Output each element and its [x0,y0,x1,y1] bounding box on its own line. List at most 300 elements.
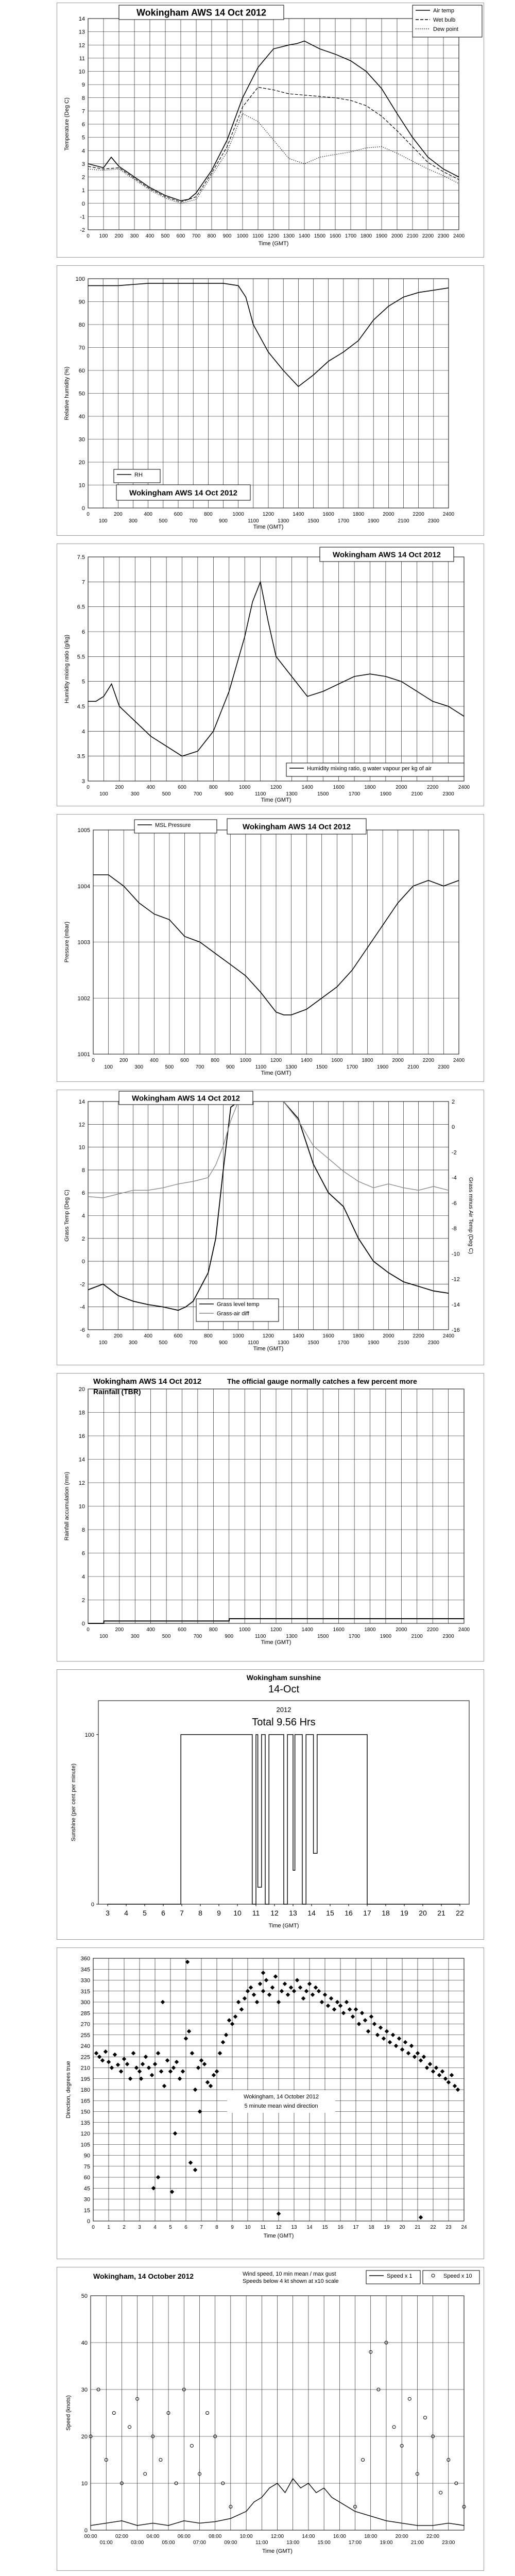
y-tick-label: 20 [81,2434,88,2440]
x-tick-label: 1200 [262,1333,274,1339]
wind-direction-point [456,2088,460,2092]
x-tick-label: 1600 [331,1058,343,1063]
y-tick-label: 225 [80,2054,90,2061]
x-tick-label: 1200 [270,1627,282,1633]
wind-direction-point [162,2084,166,2088]
y-tick-label: 240 [80,2043,90,2049]
wind-direction-point [221,2040,225,2044]
wind-direction-point [107,2060,111,2064]
wind-direction-point [246,1989,250,1993]
x-tick-label: 300 [134,1064,144,1070]
x-tick-label: 1800 [364,785,376,790]
y-tick-label: 120 [80,2131,90,2137]
wind-direction-point [363,2018,367,2022]
wind-direction-point [255,2000,259,2004]
x-tick-label: 13:00 [286,2540,300,2546]
y2-tick-label: -12 [452,1276,460,1283]
x-tick-label: 09:00 [224,2540,237,2546]
wind-direction-point [317,1989,321,1993]
x-tick-label: 00:00 [84,2534,97,2539]
x-tick-label: 1300 [286,791,298,797]
chart-note: The official gauge normally catches a few percent more [227,1377,417,1385]
wind-direction-point [153,2062,157,2066]
x-tick-label: 01:00 [99,2540,113,2546]
sunshine-chart [57,1670,484,1939]
x-tick-label: 19 [384,2225,390,2230]
x-tick-label: 700 [193,1634,202,1639]
rainfall-chart-panel [57,1373,484,1662]
x-tick-label: 100 [98,1340,108,1346]
y-tick-label: 14 [78,1456,85,1463]
x-tick-label: 300 [130,791,140,797]
y-tick-label: 2 [81,1597,85,1604]
y-tick-label: 210 [80,2065,90,2072]
wind-direction-point [431,2069,435,2073]
x-tick-label: 900 [226,1064,235,1070]
legend-entry: MSL Pressure [155,822,191,828]
x-tick-label: 1300 [283,233,295,239]
y-axis-label: Sunshine (per cent per minute) [71,1763,77,1842]
grass-temp-chart [57,1090,484,1365]
y-tick-label: 6 [81,1550,85,1557]
speed-x10-point [408,2397,411,2400]
x-tick-label: 2200 [413,1333,424,1339]
temperature-chart [57,3,484,257]
y-tick-label: 135 [80,2120,90,2126]
x-tick-label: 400 [144,1333,153,1339]
y-tick-label: 20 [78,460,85,466]
wind-direction-point [311,1993,315,1997]
y-tick-label: 0 [81,505,85,512]
wind-direction-point [199,2058,203,2062]
y-tick-label: 80 [78,322,85,328]
x-tick-label: 1800 [364,1627,376,1633]
x-tick-label: 400 [145,233,154,239]
chart-subtitle-1: Wind speed, 10 min mean / max gust [243,2271,336,2277]
x-tick-label: 2000 [392,1058,404,1063]
x-axis-label: Time (GMT) [253,1346,284,1352]
wind-direction-point [406,2051,410,2055]
wind-direction-point [286,1993,290,1997]
x-tick-label: 0 [87,1333,90,1339]
x-tick-label: 2200 [422,233,434,239]
wind-speed-chart [57,2267,484,2570]
x-tick-label: 900 [219,1340,228,1346]
x-tick-label: 600 [178,785,186,790]
y-tick-label: 10 [78,1144,85,1151]
y2-tick-label: -14 [452,1301,460,1308]
chart-total: Total 9.56 Hrs [252,1717,316,1728]
x-tick-label: 22 [456,1909,464,1917]
x-tick-label: 9 [231,2225,234,2230]
y-tick-label: -1 [80,214,85,221]
y-axis-label: Humidity mixing ratio (g/kg) [64,634,70,704]
x-tick-label: 12 [276,2225,282,2230]
x-tick-label: 1000 [236,233,249,239]
x-tick-label: 17:00 [349,2540,362,2546]
x-tick-label: 100 [99,1634,108,1639]
y-tick-label: 255 [80,2032,90,2039]
sunshine-chart-panel [57,1669,484,1940]
x-axis-label: Time (GMT) [262,2548,293,2554]
x-tick-label: 2400 [453,233,465,239]
wind-direction-point [193,2088,197,2092]
x-tick-label: 1700 [337,1340,349,1346]
wind-direction-point [409,2044,414,2048]
speed-x10-point [392,2426,396,2429]
y2-axis-label: Grass minus Air Temp (Deg C) [468,1177,474,1254]
x-tick-label: 1900 [380,791,392,797]
y2-tick-label: -2 [452,1149,457,1156]
legend-entry: Wet bulb [433,17,456,23]
x-tick-label: 0 [87,512,90,517]
wind-direction-point [156,2175,160,2179]
wind-direction-point [447,2080,451,2084]
x-tick-label: 3 [138,2225,141,2230]
x-axis-label: Time (GMT) [263,2233,294,2239]
x-tick-label: 800 [203,512,213,517]
y-tick-label: 330 [80,1977,90,1984]
x-tick-label: 1000 [232,512,244,517]
x-tick-label: 08:00 [209,2534,222,2539]
y-axis-label: Speed (knots) [65,2395,72,2431]
x-tick-label: 21:00 [410,2540,424,2546]
wind-direction-point [131,2051,135,2055]
wind-direction-point [338,2004,342,2008]
legend-entry: Grass-air diff [217,1311,249,1317]
x-tick-label: 1200 [270,1058,282,1063]
y-tick-label: 0 [81,200,85,207]
x-tick-label: 7 [200,2225,203,2230]
x-tick-label: 1500 [307,1340,319,1346]
x-tick-label: 12 [270,1909,279,1917]
legend-entry: Dew point [433,26,458,32]
y-tick-label: 3 [81,778,85,785]
y-tick-label: 45 [83,2185,90,2192]
x-tick-label: 1400 [298,233,311,239]
y-tick-label: 3.5 [77,753,85,760]
y2-tick-label: -8 [452,1226,457,1232]
x-tick-label: 400 [149,1058,159,1063]
x-tick-label: 19:00 [380,2540,393,2546]
x-tick-label: 1400 [301,785,313,790]
y-tick-label: 2 [81,1235,85,1242]
wind-direction-chart-panel [57,1947,484,2259]
wind-direction-point [434,2065,438,2070]
x-tick-label: 07:00 [193,2540,206,2546]
x-tick-label: 2200 [422,1058,434,1063]
y-axis-label: Relative humidity (%) [64,366,70,420]
x-tick-label: 1500 [317,791,329,797]
wind-direction-point [277,2212,281,2216]
y-tick-label: 5 [81,679,85,685]
y-tick-label: 4 [81,148,85,155]
chart-title: Wokingham AWS 14 Oct 2012 [136,7,267,18]
wind-direction-point [323,1993,327,1997]
chart-subtitle-2: Speeds below 4 kt shown at x10 scale [243,2278,339,2284]
x-tick-label: 1300 [286,1634,298,1639]
x-tick-label: 1700 [348,791,360,797]
wind-direction-point [264,1978,268,1982]
y-tick-label: 4 [81,1574,85,1580]
wind-direction-point [113,2053,117,2057]
x-tick-label: 1800 [362,1058,373,1063]
x-tick-label: 0 [87,1627,90,1633]
wind-direction-point [178,2077,182,2081]
y-tick-label: 360 [80,1956,90,1962]
x-axis-label: Time (GMT) [261,797,291,803]
x-tick-label: 10 [245,2225,251,2230]
chart-annotation-subtitle: 5 minute mean wind direction [244,2103,318,2109]
wind-direction-point [249,1985,253,1989]
wind-direction-point [168,2069,173,2073]
wind-direction-point [283,1981,287,1986]
wind-direction-point [175,2060,179,2064]
x-tick-label: 1200 [270,785,282,790]
wind-direction-point [243,1996,247,2001]
x-tick-label: 200 [115,785,124,790]
x-tick-label: 8 [198,1909,202,1917]
x-tick-label: 20 [419,1909,427,1917]
y-tick-label: 8 [81,1167,85,1174]
x-tick-label: 16 [337,2225,344,2230]
y-tick-label: 14 [78,16,85,22]
y-tick-label: 30 [83,2196,90,2203]
x-tick-label: 11:00 [255,2540,268,2546]
x-tick-label: 11 [252,1909,260,1917]
x-tick-label: 800 [209,1627,218,1633]
x-tick-label: 1000 [239,1058,251,1063]
y-tick-label: 18 [78,1410,85,1416]
speed-x10-point [424,2416,427,2419]
y-axis-label: Rainfall accumulation (mm) [64,1471,70,1541]
y-axis-label: Temperature (Deg C) [64,97,70,151]
y-tick-label: 20 [78,1386,85,1393]
y-tick-label: 4 [81,728,85,735]
x-tick-label: 100 [99,791,108,797]
x-tick-label: 1200 [262,512,274,517]
y-axis-label: Grass Temp (Deg C) [64,1190,70,1242]
x-tick-label: 800 [207,233,216,239]
y-axis-label: Pressure (mbar) [64,921,70,963]
x-tick-label: 0 [92,2225,95,2230]
y-tick-label: 5.5 [77,654,85,660]
y-tick-label: -4 [80,1304,85,1311]
speed-x10-point [206,2412,209,2415]
x-tick-label: 2400 [458,785,470,790]
wind-direction-point [403,2040,407,2044]
x-tick-label: 11 [260,2225,266,2230]
wind-direction-point [320,2000,324,2004]
wind-direction-point [100,2058,105,2062]
x-tick-label: 16 [345,1909,353,1917]
y-tick-label: 6 [81,122,85,128]
speed-x10-point [112,2412,115,2415]
y-tick-label: 1001 [77,1052,90,1058]
x-tick-label: 600 [178,1627,186,1633]
x-tick-label: 2200 [427,1627,439,1633]
x-tick-label: 21 [437,1909,445,1917]
wind-direction-point [369,2014,373,2019]
y-tick-label: 75 [83,2163,90,2170]
x-tick-label: 800 [209,785,218,790]
y-tick-label: 8 [81,1527,85,1533]
wind-direction-point [116,2063,120,2067]
y-tick-label: 70 [78,345,85,351]
wind-direction-point [125,2062,129,2066]
x-tick-label: 16:00 [333,2534,346,2539]
wind-direction-point [425,2065,429,2070]
humidity-chart [57,266,484,535]
wind-direction-point [295,1978,299,1982]
x-tick-label: 100 [98,518,108,524]
x-tick-label: 5 [143,1909,147,1917]
mixing-ratio-chart [57,544,484,806]
x-tick-label: 2200 [413,512,424,517]
y-tick-label: 10 [78,69,85,75]
wind-direction-point [443,2077,448,2081]
y-tick-label: 285 [80,2010,90,2017]
wind-direction-point [428,2062,432,2066]
y-tick-label: 180 [80,2087,90,2093]
wind-direction-point [270,1985,274,1989]
x-tick-label: 17 [363,1909,371,1917]
y-tick-label: 13 [78,29,85,36]
x-tick-label: 1100 [254,791,266,797]
x-tick-label: 2200 [427,785,439,790]
chart-title: Wokingham, 14 October 2012 [93,2272,194,2280]
x-tick-label: 1500 [316,1064,328,1070]
x-tick-label: 900 [225,1634,234,1639]
y-tick-label: 40 [78,414,85,420]
x-tick-label: 200 [114,233,124,239]
wind-direction-point [212,2073,216,2077]
wind-direction-point [326,2004,330,2008]
wind-direction-point [400,2047,404,2052]
wind-direction-point [298,1985,302,1989]
y-tick-label: 60 [78,368,85,374]
wind-direction-point [190,2051,194,2055]
chart-year: 2012 [276,1706,291,1714]
wind-direction-point [173,2131,177,2136]
wind-direction-point [156,2051,160,2055]
legend-entry: Humidity mixing ratio, g water vapour per kg of air [307,766,432,772]
x-tick-label: 2100 [398,518,409,524]
y-axis-label: Direction, degrees true [65,2061,72,2119]
x-tick-label: 1700 [337,518,349,524]
y-tick-label: 6.5 [77,604,85,611]
x-tick-label: 500 [161,233,170,239]
x-tick-label: 1600 [322,512,334,517]
x-tick-label: 10:00 [239,2534,253,2539]
wind-direction-point [413,2055,417,2059]
wind-direction-point [138,2069,142,2073]
y-tick-label: 105 [80,2142,90,2148]
chart-annotation-title: Wokingham, 14 October 2012 [244,2094,319,2100]
wind-direction-point [307,1981,312,1986]
wind-direction-point [416,2051,420,2055]
y-tick-label: 150 [80,2109,90,2115]
wind-direction-point [351,2014,355,2019]
x-tick-label: 20 [399,2225,405,2230]
wind-direction-point [128,2077,132,2081]
wind-direction-point [233,2014,237,2019]
wind-direction-point [215,2069,219,2073]
wind-direction-point [187,2029,191,2033]
wind-speed-chart-panel [57,2267,484,2571]
y-tick-label: 0 [81,1621,85,1627]
chart-title: Wokingham AWS 14 Oct 2012 [93,1377,202,1386]
x-tick-label: 2100 [407,1064,419,1070]
x-tick-label: 22:00 [426,2534,440,2539]
wind-direction-point [134,2065,139,2070]
legend-entry: Air temp [433,8,454,14]
x-tick-label: 300 [129,518,138,524]
speed-x10-point [190,2444,193,2447]
x-tick-label: 0 [87,233,90,239]
y2-tick-label: -6 [452,1200,457,1207]
wind-direction-point [314,1985,318,1989]
x-tick-label: 1400 [301,1627,313,1633]
y-tick-label: 30 [81,2387,88,2393]
y-tick-label: 300 [80,1999,90,2006]
speed-x10-point [128,2426,131,2429]
x-tick-label: 1700 [346,1064,358,1070]
x-tick-label: 1800 [352,1333,365,1339]
wind-direction-point [440,2069,444,2073]
wind-direction-point [119,2069,123,2073]
x-tick-label: 21 [415,2225,421,2230]
wind-direction-point [289,1985,293,1989]
y-tick-label: 100 [84,1732,94,1738]
x-tick-label: 1600 [329,233,341,239]
x-tick-label: 700 [193,791,202,797]
x-tick-label: 2400 [458,1627,470,1633]
x-tick-label: 1500 [317,1634,329,1639]
wind-direction-point [147,2065,151,2070]
x-tick-label: 23:00 [442,2540,455,2546]
wind-direction-point [419,2215,423,2219]
wind-direction-point [341,2011,346,2015]
wind-direction-point [122,2057,126,2061]
x-tick-label: 1900 [368,1340,380,1346]
temperature-chart-panel [57,3,484,258]
x-tick-label: 2100 [406,233,419,239]
wind-direction-point [181,2069,185,2073]
x-tick-label: 1500 [314,233,326,239]
x-tick-label: 20:00 [395,2534,408,2539]
speed-x10-point [362,2459,365,2462]
x-tick-label: 0 [87,785,90,790]
humidity-chart-panel [57,265,484,536]
y-tick-label: 1 [81,188,85,194]
y-tick-label: 7 [81,579,85,586]
wind-direction-point [280,1989,284,1993]
x-tick-label: 2100 [398,1340,409,1346]
x-tick-label: 1400 [301,1058,313,1063]
wind-direction-point [205,2080,210,2084]
y-tick-label: 40 [81,2340,88,2346]
x-tick-label: 2300 [437,233,450,239]
wind-direction-point [267,1993,271,1997]
x-tick-label: 1100 [254,1634,266,1639]
y-tick-label: 50 [81,2293,88,2299]
mixing-ratio-chart-panel [57,544,484,806]
y-tick-label: 12 [78,1480,85,1486]
x-tick-label: 6 [161,1909,165,1917]
y-tick-label: 11 [79,55,85,62]
y-tick-label: -2 [80,227,85,233]
